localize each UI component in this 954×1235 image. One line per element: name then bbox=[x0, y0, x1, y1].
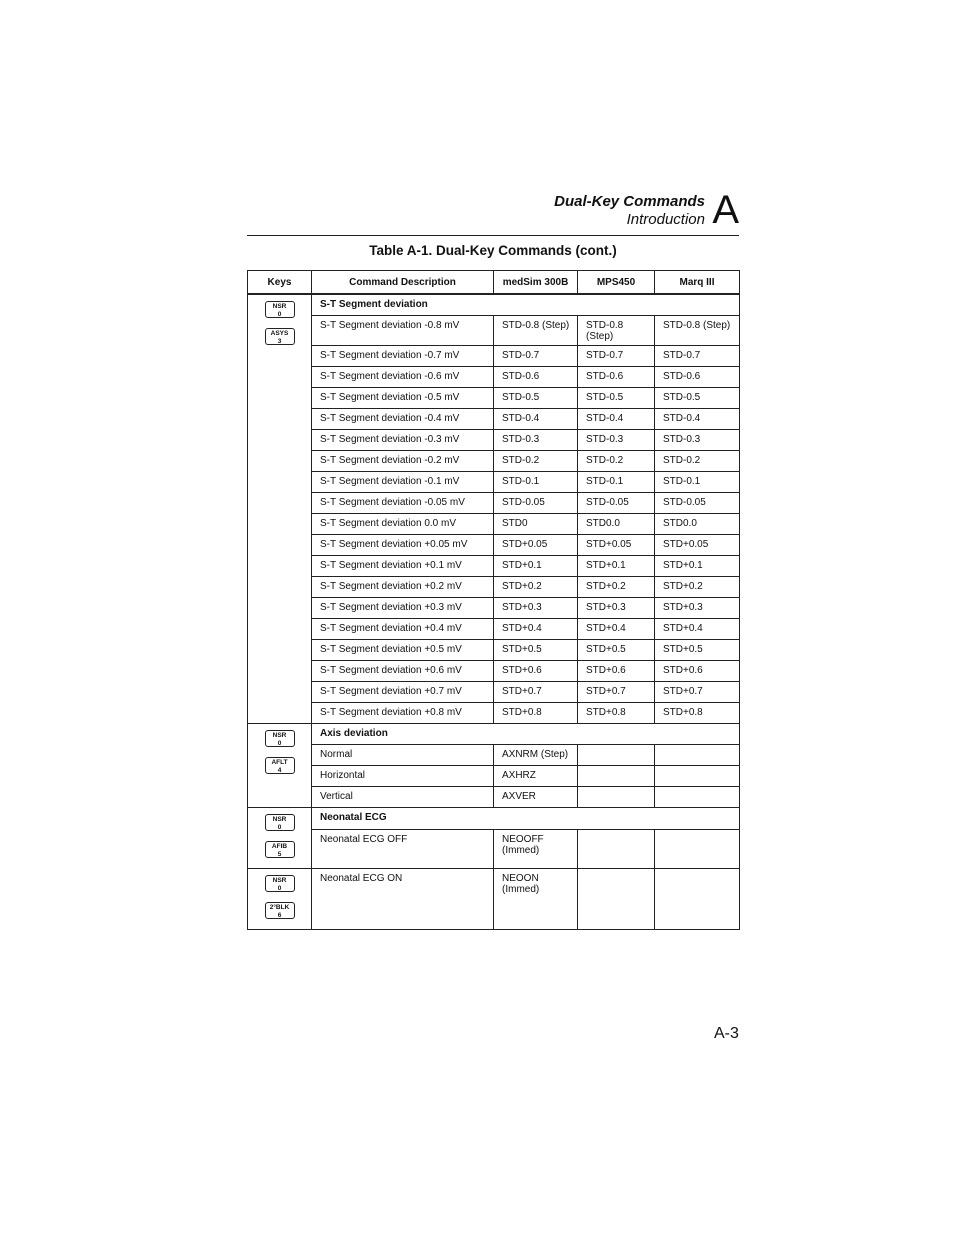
medsim-code: STD-0.1 bbox=[494, 472, 578, 493]
mps450-code: STD+0.5 bbox=[578, 640, 655, 661]
table-row bbox=[248, 661, 740, 682]
command-description: S-T Segment deviation -0.05 mV bbox=[312, 493, 494, 514]
marq-code: STD-0.1 bbox=[655, 472, 740, 493]
marq-code: STD+0.2 bbox=[655, 577, 740, 598]
key-combination bbox=[248, 869, 312, 930]
mps450-code bbox=[578, 766, 655, 787]
table-row bbox=[248, 493, 740, 514]
command-description: S-T Segment deviation -0.2 mV bbox=[312, 451, 494, 472]
chapter-title: Dual-Key Commands bbox=[554, 193, 705, 210]
table-row bbox=[248, 640, 740, 661]
medsim-code: STD-0.7 bbox=[494, 346, 578, 367]
command-description: Vertical bbox=[312, 787, 494, 808]
keycap-label: NSR bbox=[272, 303, 287, 310]
keycap-label: NSR bbox=[272, 732, 287, 739]
command-description: S-T Segment deviation +0.7 mV bbox=[312, 682, 494, 703]
table-row bbox=[248, 388, 740, 409]
dual-key-commands-table bbox=[247, 270, 740, 930]
marq-code: STD-0.5 bbox=[655, 388, 740, 409]
section-title-row bbox=[248, 808, 740, 830]
medsim-code: STD-0.4 bbox=[494, 409, 578, 430]
table-row bbox=[248, 430, 740, 451]
medsim-code: STD+0.6 bbox=[494, 661, 578, 682]
command-description: Normal bbox=[312, 745, 494, 766]
medsim-code: STD-0.2 bbox=[494, 451, 578, 472]
table-row bbox=[248, 409, 740, 430]
table-row bbox=[248, 703, 740, 724]
mps450-code: STD0.0 bbox=[578, 514, 655, 535]
table-row bbox=[248, 619, 740, 640]
medsim-code: AXVER bbox=[494, 787, 578, 808]
keycap-icon bbox=[265, 730, 295, 747]
keycap-label: ASYS bbox=[270, 330, 289, 337]
keycap-number: 3 bbox=[277, 337, 282, 345]
keycap-number: 5 bbox=[277, 850, 282, 858]
table-row bbox=[248, 766, 740, 787]
marq-code: STD-0.4 bbox=[655, 409, 740, 430]
mps450-code: STD+0.1 bbox=[578, 556, 655, 577]
table-row bbox=[248, 514, 740, 535]
keycap-icon bbox=[265, 902, 295, 919]
table-header-row bbox=[248, 271, 740, 295]
marq-code: STD+0.8 bbox=[655, 703, 740, 724]
marq-code: STD-0.8 (Step) bbox=[655, 316, 740, 346]
marq-code: STD+0.05 bbox=[655, 535, 740, 556]
keycap-icon bbox=[265, 814, 295, 831]
keycap-label: NSR bbox=[272, 816, 287, 823]
marq-code: STD0.0 bbox=[655, 514, 740, 535]
marq-code: STD-0.05 bbox=[655, 493, 740, 514]
marq-code bbox=[655, 745, 740, 766]
column-header-marq: Marq III bbox=[655, 271, 740, 295]
mps450-code bbox=[578, 745, 655, 766]
table-row bbox=[248, 472, 740, 493]
column-header-medsim: medSim 300B bbox=[494, 271, 578, 295]
keycap-icon bbox=[265, 875, 295, 892]
mps450-code bbox=[578, 830, 655, 869]
marq-code: STD+0.7 bbox=[655, 682, 740, 703]
keycap-number: 4 bbox=[277, 766, 282, 774]
command-description: S-T Segment deviation -0.6 mV bbox=[312, 367, 494, 388]
medsim-code: STD+0.05 bbox=[494, 535, 578, 556]
medsim-code: NEOON (Immed) bbox=[494, 869, 578, 930]
table-row bbox=[248, 316, 740, 346]
keycap-label: NSR bbox=[272, 877, 287, 884]
command-description: S-T Segment deviation -0.7 mV bbox=[312, 346, 494, 367]
keycap-number: 0 bbox=[277, 823, 282, 831]
command-description: S-T Segment deviation 0.0 mV bbox=[312, 514, 494, 535]
key-combination bbox=[248, 724, 312, 808]
marq-code: STD-0.6 bbox=[655, 367, 740, 388]
column-header-keys: Keys bbox=[248, 271, 312, 295]
medsim-code: STD0 bbox=[494, 514, 578, 535]
medsim-code: STD+0.3 bbox=[494, 598, 578, 619]
section-subtitle: Introduction bbox=[626, 211, 705, 228]
key-combination bbox=[248, 808, 312, 869]
mps450-code: STD+0.6 bbox=[578, 661, 655, 682]
medsim-code: STD+0.2 bbox=[494, 577, 578, 598]
command-description: Neonatal ECG ON bbox=[312, 869, 494, 930]
marq-code: STD-0.3 bbox=[655, 430, 740, 451]
keycap-icon bbox=[265, 757, 295, 774]
marq-code bbox=[655, 869, 740, 930]
command-description: S-T Segment deviation -0.4 mV bbox=[312, 409, 494, 430]
table-row bbox=[248, 745, 740, 766]
mps450-code: STD+0.4 bbox=[578, 619, 655, 640]
command-description: S-T Segment deviation -0.5 mV bbox=[312, 388, 494, 409]
keycap-number: 6 bbox=[277, 911, 282, 919]
medsim-code: STD-0.5 bbox=[494, 388, 578, 409]
table-caption: Table A-1. Dual-Key Commands (cont.) bbox=[369, 243, 617, 258]
section-title: Neonatal ECG bbox=[312, 808, 740, 830]
page-header bbox=[247, 188, 739, 236]
keycap-number: 0 bbox=[277, 739, 282, 747]
page-number: A-3 bbox=[714, 1025, 739, 1042]
keycap-label: AFIB bbox=[271, 843, 288, 850]
table-row bbox=[248, 556, 740, 577]
keycap-icon bbox=[265, 301, 295, 318]
table-row bbox=[248, 535, 740, 556]
medsim-code: STD+0.1 bbox=[494, 556, 578, 577]
keycap-icon bbox=[265, 328, 295, 345]
marq-code: STD+0.6 bbox=[655, 661, 740, 682]
mps450-code: STD+0.7 bbox=[578, 682, 655, 703]
column-header-description: Command Description bbox=[312, 271, 494, 295]
command-description: S-T Segment deviation +0.6 mV bbox=[312, 661, 494, 682]
mps450-code: STD-0.6 bbox=[578, 367, 655, 388]
table-row bbox=[248, 830, 740, 869]
command-description: Neonatal ECG OFF bbox=[312, 830, 494, 869]
medsim-code: NEOOFF (Immed) bbox=[494, 830, 578, 869]
mps450-code: STD-0.4 bbox=[578, 409, 655, 430]
mps450-code: STD-0.3 bbox=[578, 430, 655, 451]
mps450-code: STD-0.2 bbox=[578, 451, 655, 472]
medsim-code: STD-0.3 bbox=[494, 430, 578, 451]
command-description: Horizontal bbox=[312, 766, 494, 787]
mps450-code: STD+0.05 bbox=[578, 535, 655, 556]
table-row bbox=[248, 451, 740, 472]
mps450-code: STD-0.8 (Step) bbox=[578, 316, 655, 346]
marq-code: STD-0.2 bbox=[655, 451, 740, 472]
table-row bbox=[248, 598, 740, 619]
table-row bbox=[248, 682, 740, 703]
mps450-code: STD+0.2 bbox=[578, 577, 655, 598]
column-header-mps450: MPS450 bbox=[578, 271, 655, 295]
section-title: Axis deviation bbox=[312, 724, 740, 745]
marq-code bbox=[655, 787, 740, 808]
key-combination bbox=[248, 294, 312, 724]
marq-code: STD+0.4 bbox=[655, 619, 740, 640]
table-row bbox=[248, 787, 740, 808]
command-description: S-T Segment deviation -0.3 mV bbox=[312, 430, 494, 451]
section-title: S-T Segment deviation bbox=[312, 294, 740, 316]
command-description: S-T Segment deviation +0.2 mV bbox=[312, 577, 494, 598]
section-title-row bbox=[248, 724, 740, 745]
keycap-icon bbox=[265, 841, 295, 858]
mps450-code bbox=[578, 787, 655, 808]
table-row bbox=[248, 577, 740, 598]
command-description: S-T Segment deviation +0.05 mV bbox=[312, 535, 494, 556]
mps450-code: STD-0.7 bbox=[578, 346, 655, 367]
section-title-row bbox=[248, 294, 740, 316]
medsim-code: AXHRZ bbox=[494, 766, 578, 787]
marq-code bbox=[655, 766, 740, 787]
mps450-code: STD-0.5 bbox=[578, 388, 655, 409]
medsim-code: STD-0.8 (Step) bbox=[494, 316, 578, 346]
command-description: S-T Segment deviation +0.3 mV bbox=[312, 598, 494, 619]
table-row bbox=[248, 367, 740, 388]
table-row bbox=[248, 346, 740, 367]
mps450-code: STD+0.8 bbox=[578, 703, 655, 724]
command-description: S-T Segment deviation +0.4 mV bbox=[312, 619, 494, 640]
medsim-code: STD-0.05 bbox=[494, 493, 578, 514]
command-description: S-T Segment deviation +0.8 mV bbox=[312, 703, 494, 724]
keycap-label: 2°BLK bbox=[269, 904, 290, 911]
command-description: S-T Segment deviation +0.1 mV bbox=[312, 556, 494, 577]
marq-code: STD-0.7 bbox=[655, 346, 740, 367]
keycap-number: 0 bbox=[277, 310, 282, 318]
mps450-code bbox=[578, 869, 655, 930]
keycap-label: AFLT bbox=[271, 759, 288, 766]
medsim-code: STD+0.8 bbox=[494, 703, 578, 724]
mps450-code: STD+0.3 bbox=[578, 598, 655, 619]
medsim-code: STD+0.5 bbox=[494, 640, 578, 661]
marq-code: STD+0.5 bbox=[655, 640, 740, 661]
command-description: S-T Segment deviation +0.5 mV bbox=[312, 640, 494, 661]
keycap-number: 0 bbox=[277, 884, 282, 892]
command-description: S-T Segment deviation -0.8 mV bbox=[312, 316, 494, 346]
marq-code: STD+0.3 bbox=[655, 598, 740, 619]
medsim-code: AXNRM (Step) bbox=[494, 745, 578, 766]
mps450-code: STD-0.05 bbox=[578, 493, 655, 514]
table-row bbox=[248, 869, 740, 930]
marq-code bbox=[655, 830, 740, 869]
medsim-code: STD+0.4 bbox=[494, 619, 578, 640]
header-text bbox=[554, 193, 705, 229]
command-description: S-T Segment deviation -0.1 mV bbox=[312, 472, 494, 493]
marq-code: STD+0.1 bbox=[655, 556, 740, 577]
medsim-code: STD+0.7 bbox=[494, 682, 578, 703]
medsim-code: STD-0.6 bbox=[494, 367, 578, 388]
appendix-letter: A bbox=[712, 188, 739, 232]
mps450-code: STD-0.1 bbox=[578, 472, 655, 493]
